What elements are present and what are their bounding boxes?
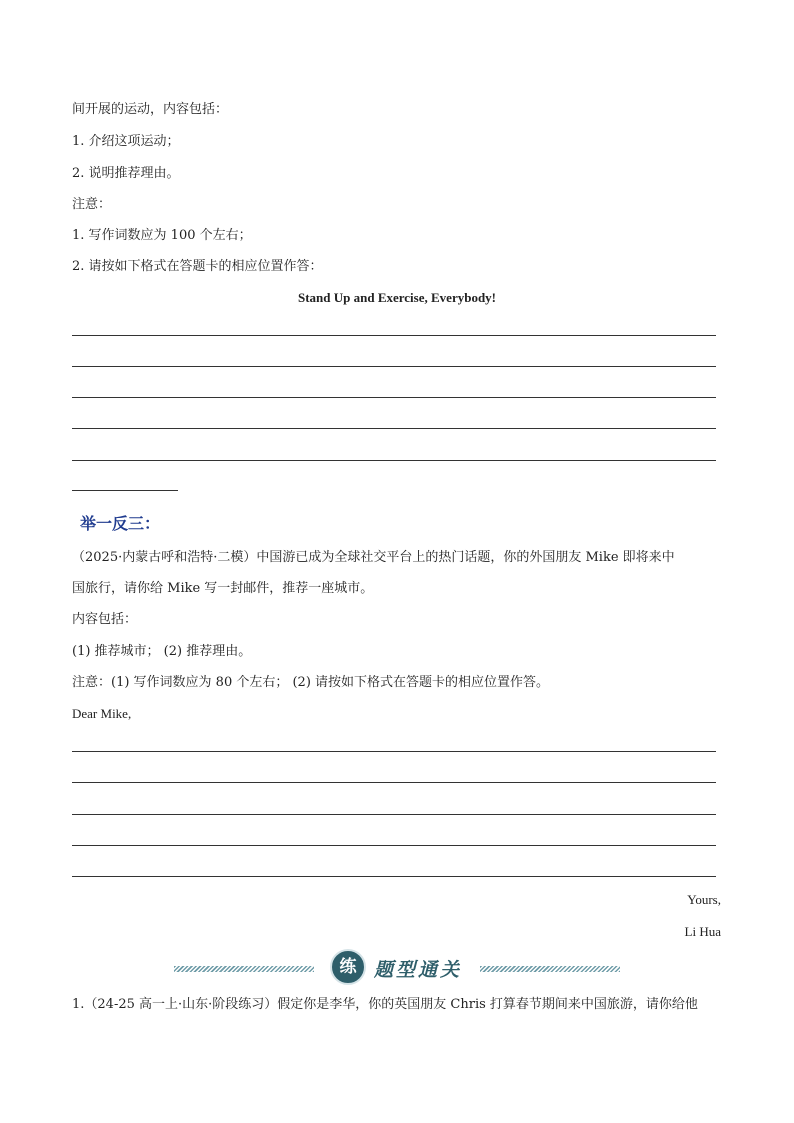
task-item-1: 1. 介绍这项运动； (72, 134, 180, 149)
answer-line (72, 751, 716, 752)
answer-line (72, 428, 716, 429)
banner-stripe-left (174, 966, 314, 972)
footnote-divider (72, 490, 178, 491)
question-1: 1.（24-25 高一上·山东·阶段练习）假定你是李华，你的英国朋友 Chris 打算春节期间来中国旅游，请你给他 (72, 997, 698, 1012)
answer-line (72, 845, 716, 846)
prompt-line-1: （2025·内蒙古呼和浩特·二模）中国游已成为全球社交平台上的热门话题，你的外国朋友 Mike 即将来中 (72, 550, 675, 565)
letter-closing: Yours, (687, 892, 721, 907)
answer-line (72, 397, 716, 398)
answer-line (72, 782, 716, 783)
task-item-2: 2. 说明推荐理由。 (72, 166, 180, 181)
answer-line (72, 460, 716, 461)
note-item-1: 1. 写作词数应为 100 个左右； (72, 228, 252, 243)
section-heading: 举一反三： (80, 514, 161, 533)
prompt-line-2: 国旅行，请你给 Mike 写一封邮件，推荐一座城市。 (72, 581, 374, 596)
practice-banner (174, 947, 620, 989)
answer-line (72, 366, 716, 367)
banner-title: 题型通关 (374, 959, 463, 981)
letter-signature: Li Hua (684, 924, 721, 939)
answer-line (72, 335, 716, 336)
answer-line (72, 876, 716, 877)
banner-stripe-right (480, 966, 620, 972)
practice-badge-icon: 练 (330, 949, 366, 985)
answer-line (72, 814, 716, 815)
content-items: (1) 推荐城市； (2) 推荐理由。 (72, 644, 252, 659)
content-label: 内容包括： (72, 612, 138, 627)
letter-greeting: Dear Mike, (72, 706, 132, 721)
note-label: 注意： (72, 197, 112, 212)
writing-notes: 注意：(1) 写作词数应为 80 个左右； (2) 请按如下格式在答题卡的相应位置作答。 (72, 675, 550, 690)
essay-title: Stand Up and Exercise, Everybody! (297, 290, 497, 305)
task-intro-tail: 间开展的运动，内容包括： (72, 102, 229, 117)
note-item-2: 2. 请按如下格式在答题卡的相应位置作答： (72, 259, 323, 274)
